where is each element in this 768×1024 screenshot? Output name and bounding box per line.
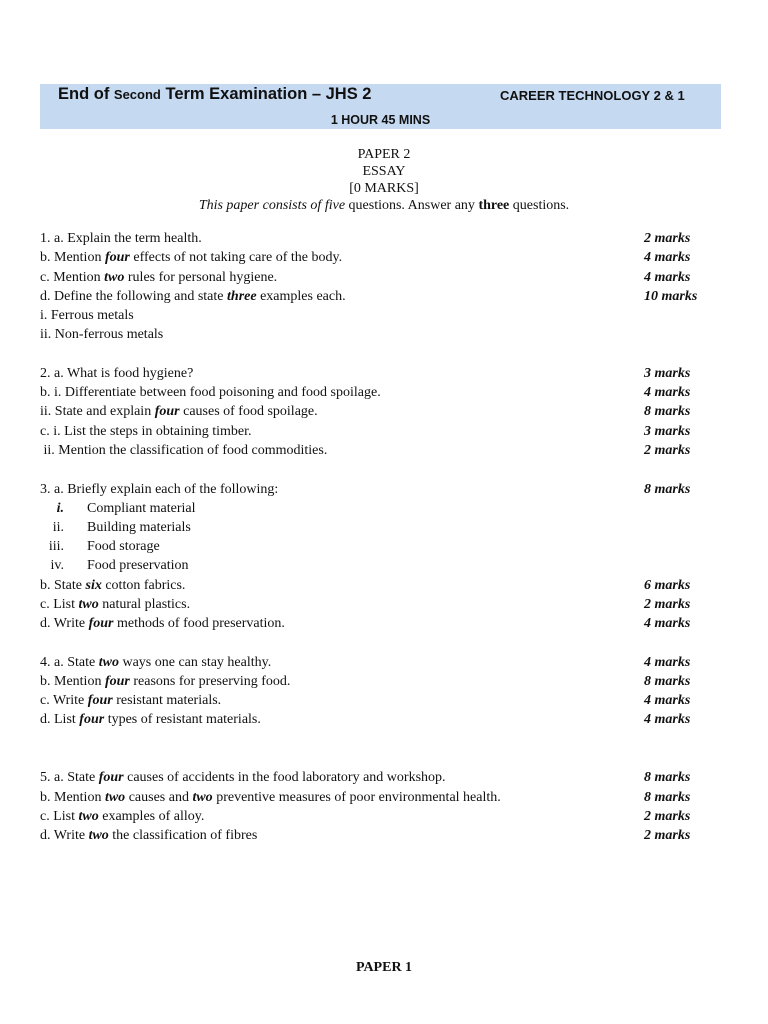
q3-b: b. State six cotton fabrics. [40,578,186,593]
q3-c-marks: 2 marks [644,597,691,612]
q3-a-item-number: ii. [52,520,64,535]
q3-a-item-number: iv. [50,558,64,573]
q3-b-marks: 6 marks [644,578,691,593]
q3-a-item: Building materials [87,520,191,535]
q5-c: c. List two examples of alloy. [40,809,205,824]
q3-a-item-number: iii. [48,539,64,554]
q3-a: 3. a. Briefly explain each of the following: [40,482,279,497]
q3-a-item: Food storage [87,539,160,554]
q1-d-ii: ii. Non-ferrous metals [40,327,164,342]
q4-a-marks: 4 marks [644,655,691,670]
paper-type: ESSAY [362,164,406,179]
q5-a: 5. a. State four causes of accidents in the food laboratory and workshop. [40,770,446,785]
q2-a-marks: 3 marks [644,366,691,381]
q1-d-marks: 10 marks [644,289,698,304]
q5-d: d. Write two the classification of fibres [40,828,258,843]
q1-a: 1. a. Explain the term health. [40,231,202,246]
paper-name: PAPER 2 [357,147,411,162]
q4-b-marks: 8 marks [644,674,691,689]
q4-c-marks: 4 marks [644,693,691,708]
q2-b-ii-marks: 8 marks [644,404,691,419]
q3-a-item: Food preservation [87,558,189,573]
exam-title-part2: Term Examination – JHS 2 [160,85,372,103]
q5-b-marks: 8 marks [644,790,691,805]
q3-a-item-number: i. [56,501,64,516]
exam-title-part1: End of [58,85,114,103]
q5-d-marks: 2 marks [644,828,691,843]
q3-d: d. Write four methods of food preservation. [40,616,285,631]
q5-b: b. Mention two causes and two preventive measures of poor environmental health. [40,790,501,805]
instruction-bold: three [478,198,510,213]
q2-c-ii-marks: 2 marks [644,443,691,458]
q2-c-i: c. i. List the steps in obtaining timber. [40,424,252,439]
q1-a-marks: 2 marks [644,231,691,246]
q2-b-ii: ii. State and explain four causes of food spoilage. [40,404,318,419]
q2-b-i-marks: 4 marks [644,385,691,400]
q4-d-marks: 4 marks [644,712,691,727]
q3-d-marks: 4 marks [644,616,691,631]
exam-title [58,85,371,104]
instruction-italic: This paper consists of five [198,198,346,213]
next-paper-heading: PAPER 1 [355,960,413,975]
q5-c-marks: 2 marks [644,809,691,824]
q2-a: 2. a. What is food hygiene? [40,366,194,381]
q1-d-i: i. Ferrous metals [40,308,134,323]
q3-c: c. List two natural plastics. [40,597,191,612]
exam-subject: CAREER TECHNOLOGY 2 & 1 [500,88,685,103]
exam-duration: 1 HOUR 45 MINS [330,113,431,127]
q4-d: d. List four types of resistant materials. [40,712,261,727]
q5-a-marks: 8 marks [644,770,691,785]
q1-d: d. Define the following and state three examples each. [40,289,346,304]
q2-c-ii: ii. Mention the classification of food commodities. [40,443,328,458]
q1-c: c. Mention two rules for personal hygiene. [40,270,278,285]
paper-marks: [0 MARKS] [349,181,419,196]
q2-b-i: b. i. Differentiate between food poisoning and food spoilage. [40,385,381,400]
q4-a: 4. a. State two ways one can stay healthy. [40,655,272,670]
q1-b: b. Mention four effects of not taking care of the body. [40,250,343,265]
q3-a-item: Compliant material [87,501,196,516]
instruction-end: questions. [509,198,570,213]
instruction-middle: questions. Answer any [345,198,479,213]
q3-a-marks: 8 marks [644,482,691,497]
q2-c-i-marks: 3 marks [644,424,691,439]
exam-header-banner [40,84,721,129]
q4-c: c. Write four resistant materials. [40,693,222,708]
q1-b-marks: 4 marks [644,250,691,265]
q1-c-marks: 4 marks [644,270,691,285]
exam-title-term: Second [113,87,161,102]
paper-instructions [0,198,768,214]
q4-b: b. Mention four reasons for preserving food. [40,674,291,689]
